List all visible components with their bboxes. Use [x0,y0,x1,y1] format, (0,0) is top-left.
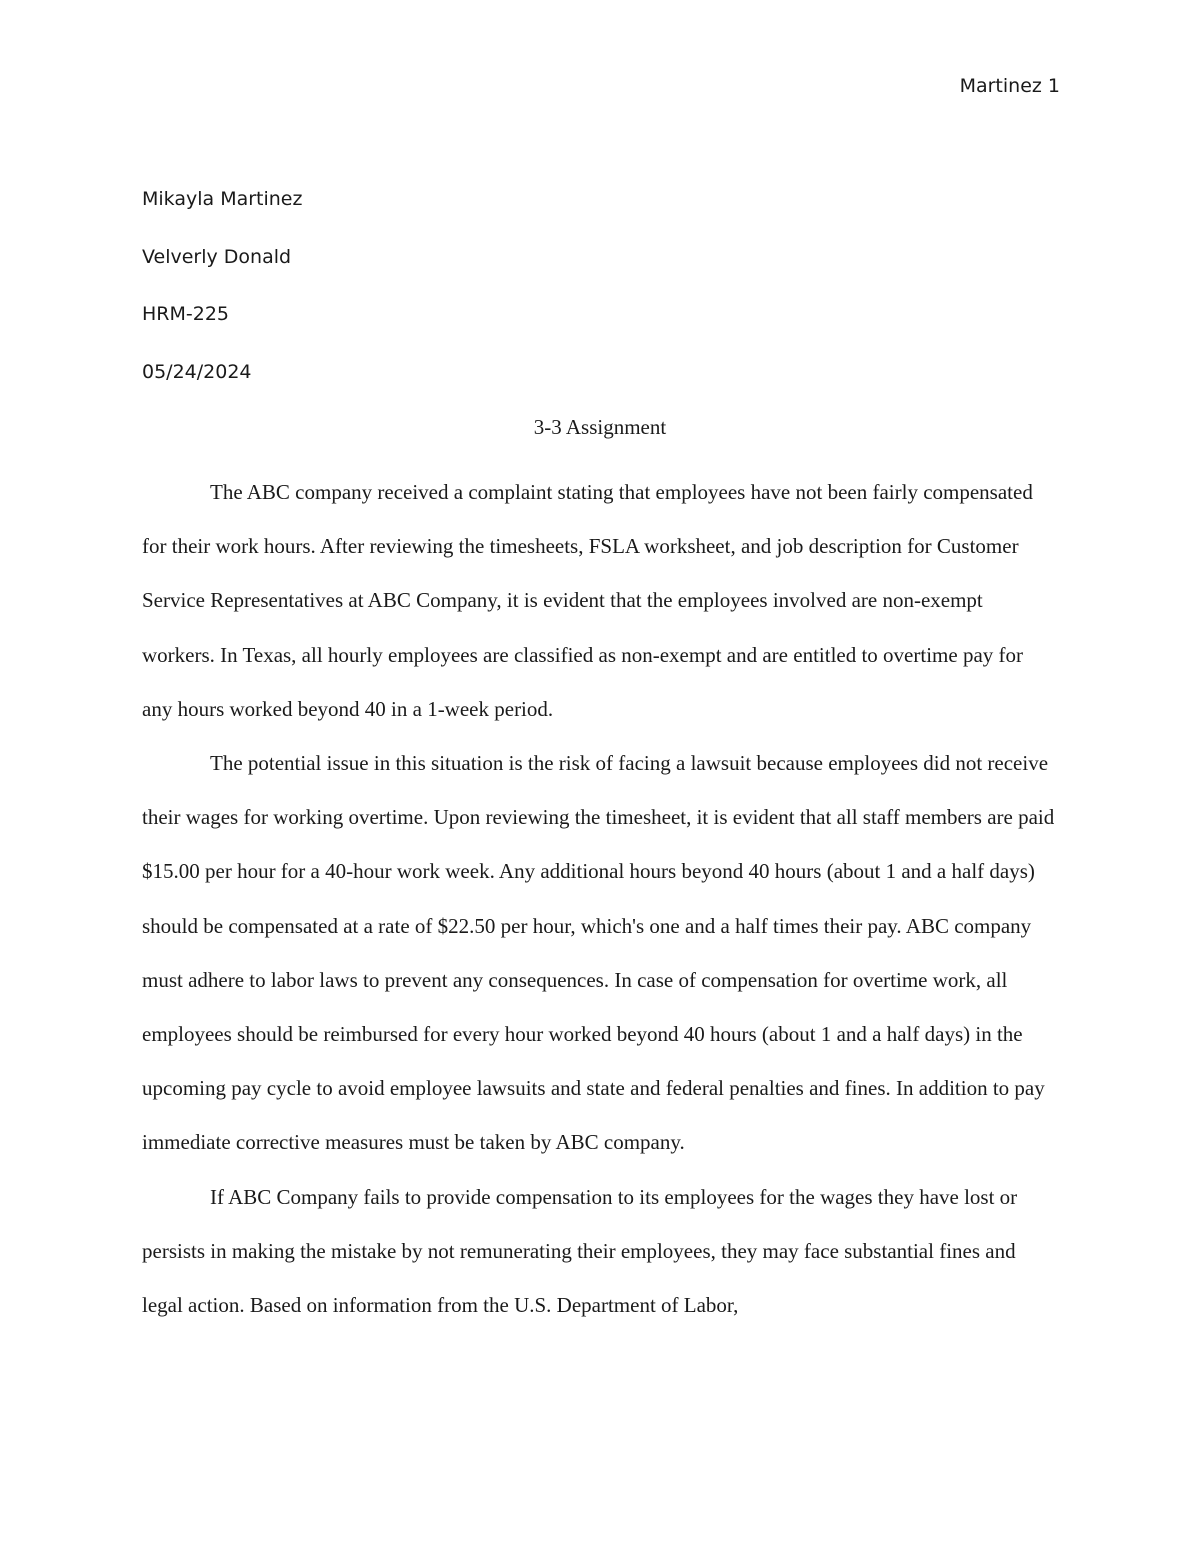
student-name: Mikayla Martinez [142,188,303,210]
document-title: 3-3 Assignment [533,415,667,439]
course-code: HRM-225 [142,303,230,325]
submission-date: 05/24/2024 [142,360,252,383]
body-paragraph: The ABC company received a complaint stating that employees have not been fairly compensated for their work hours. After reviewing the timesheets, FSLA worksheet, and job description for Customer Service Representatives at ABC Company, it is evident that the employees involved are non-exempt workers. In Texas, all hourly employees are classified as non-exempt and are entitled to overtime pay for any hours worked beyond 40 in a 1-week period. [142,480,1033,721]
instructor-name: Velverly Donald [142,245,292,268]
mla-heading [142,183,1062,413]
body-paragraph: The potential issue in this situation is the risk of facing a lawsuit because employees did not receive their wages for working overtime. Upon reviewing the timesheet, it is evident that all staff members are paid $15.00 per hour for a 40-hour work week. Any additional hours beyond 40 hours (about 1 and a half days) should be compensated at a rate of $22.50 per hour, which's one and a half times their pay. ABC company must adhere to labor laws to prevent any consequences. In case of compensation for overtime work, all employees should be reimbursed for every hour worked beyond 40 hours (about 1 and a half days) in the upcoming pay cycle to avoid employee lawsuits and state and federal penalties and fines. In addition to pay immediate corrective measures must be taken by ABC company. [142,751,1055,1155]
body-paragraph: If ABC Company fails to provide compensation to its employees for the wages they have lost or persists in making the mistake by not remunerating their employees, they may face substantial fines and legal action. Based on information from the U.S. Department of Labor, [142,1184,1018,1318]
document-body [142,465,1058,1332]
page-header-label: Martinez 1 [959,75,1060,97]
